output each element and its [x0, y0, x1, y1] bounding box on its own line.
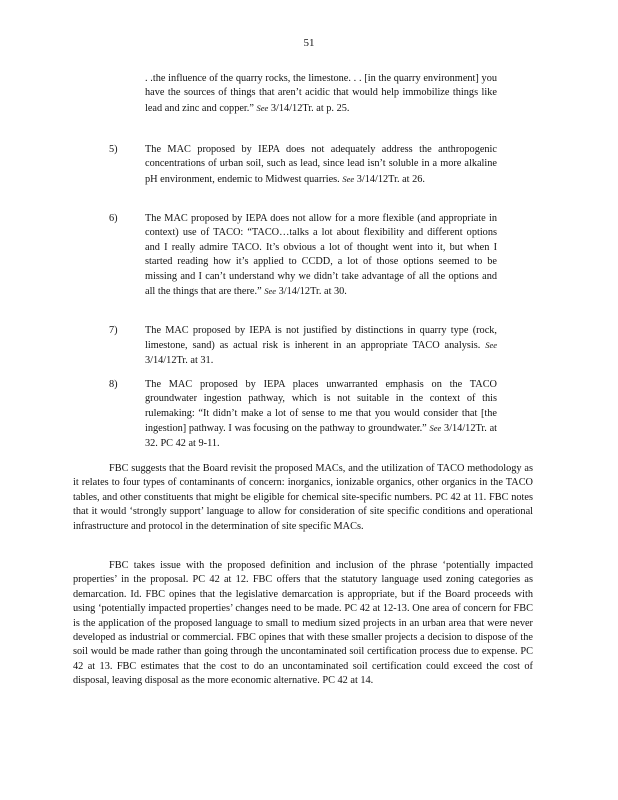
- list-item-text: [145, 143, 497, 187]
- body-paragraph: FBC takes issue with the proposed definition and inclusion of the phrase ‘potentially impacted properties’ in the proposal. PC 42 at 12. FBC offers that the statutory language used zoning categories as demarcation. Id. FBC opines that the legislative demarcation is appropriate, but if the Board proceeds with using ‘potentially impacted properties’ changes need to be made. PC 42 at 12-13. One area of concern for FBC is the application of the proposed language to small to medium sized projects in an urban area that were never developed as industrial or commercial. FBC opines that with these smaller projects a decision to dispose of the soil would be made rather than going through the uncontaminated soil certification process due to expense. PC 42 at 13. FBC estimates that the cost to do an uncontaminated soil certification could exceed the cost of disposal, leaving disposal as the more economic alternative. PC 42 at 14.: [73, 560, 533, 687]
- list-item-body: The MAC proposed by IEPA does not allow for a more flexible (and appropriate in context) use of TACO: “TACO…talks a lot about flexibility and different options and I really admire TACO. It’s obvious a lot of thought went into it, but when I started reading how it’s applied to CCDD, a lot of those options seemed to be missing and I can’t understand why we didn’t take advantage of all the options and all the things that are there.”: [145, 213, 497, 298]
- list-item-number: 7): [109, 325, 118, 336]
- list-item-citation: 3/14/12Tr. at 31.: [145, 354, 214, 366]
- list-item-citation: 3/14/12Tr. at 26.: [356, 173, 425, 185]
- quote-text: . .the influence of the quarry rocks, the limestone. . . [in the quarry environment] you have the sources of things that aren’t acidic that would help immobilize things like lead and zinc and copper.”: [145, 73, 497, 114]
- list-item-text: [145, 212, 497, 299]
- quote-citation: 3/14/12Tr. at p. 25.: [270, 102, 350, 114]
- list-item-number: 5): [109, 144, 118, 155]
- list-item-text: [145, 378, 497, 451]
- see-signal: See: [264, 286, 277, 297]
- list-item-citation: 3/14/12Tr. at 30.: [278, 286, 347, 298]
- see-signal: See: [485, 340, 497, 351]
- list-item-number: 8): [109, 379, 118, 390]
- list-item-body: The MAC proposed by IEPA does not adequately address the anthropogenic concentrations of urban soil, such as lead, since lead isn’t soluble in a more alkaline pH environment, endemic to Midwest quarries.: [145, 144, 497, 185]
- list-item-body: The MAC proposed by IEPA is not justified by distinctions in quarry type (rock, limestone, sand) as actual risk is inherent in an appropriate TACO analysis.: [145, 325, 497, 352]
- body-paragraph: FBC suggests that the Board revisit the proposed MACs, and the utilization of TACO methodology as it relates to four types of contaminants of concern: inorganics, ionizable organics, other organics in the TACO tables, and other constituents that might be eligible for chemical site-specific numbers. PC 42 at 11. FBC notes that it would ‘strongly support’ language to allow for consideration of site specific conditions and operational infrastructure and protocol in the determination of site specific MACs.: [73, 463, 533, 532]
- see-signal: See: [429, 423, 442, 434]
- see-signal: See: [256, 102, 269, 113]
- list-item-citation: 3/14/12Tr. at 32. PC 42 at 9-11.: [145, 423, 497, 449]
- list-item-body: The MAC proposed by IEPA places unwarranted emphasis on the TACO groundwater ingestion pathway, which is not suitable in the context of this rulemaking: “It didn’t make a lot of sense to me that you would consider that [the ingestion] pathway. I was focusing on the pathway to groundwater.”: [145, 379, 497, 435]
- page-number: 51: [303, 37, 315, 49]
- block-quote: [145, 72, 497, 116]
- see-signal: See: [342, 173, 355, 184]
- list-item-text: [145, 324, 497, 368]
- list-item-number: 6): [109, 213, 118, 224]
